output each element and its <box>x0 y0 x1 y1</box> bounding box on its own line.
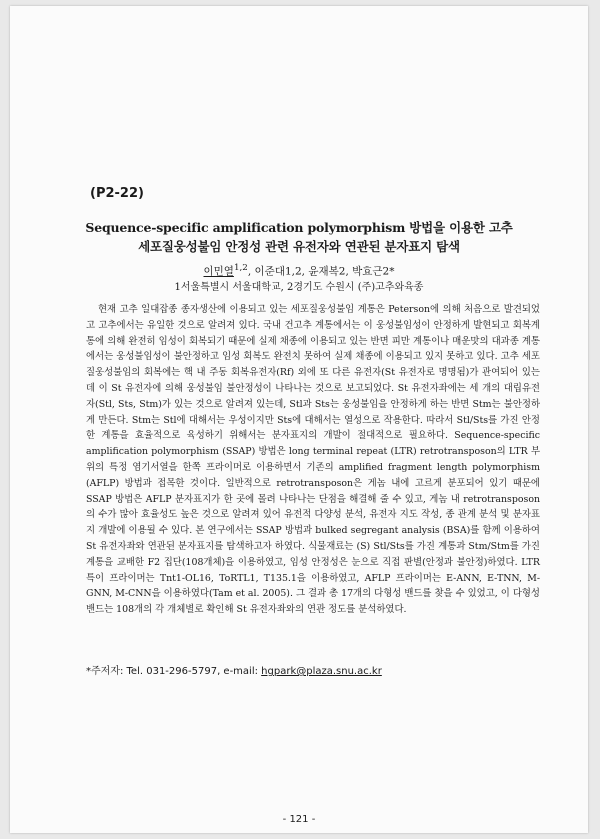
contact-label: *주저자: Tel. 031-296-5797, e-mail: <box>86 666 262 677</box>
first-author-affil: 1,2 <box>233 263 248 273</box>
contact-line <box>86 662 382 677</box>
abstract-paragraph: 현재 고추 일대잡종 종자생산에 이용되고 있는 세포질웅성불임 계통은 Peterson에 의해 처음으로 발견되었고 고추에서는 유일한 것으로 알려져 있다. 국내 건고추 계통에서는 이 웅성불임성이 안정하게 발현되고 회복계통에 의해 완전히 임성이 회복되기 때문에 실제 채종에 이용되고 있는 반면 피만 계통이나 매운맛의 대과종 계통에서는 웅성불임성이 불안정하고 임성 회복도 완전치 못하여 실제 채종에 이용되고 있지 못하고 있다. 고추 세포질웅성불임의 회복에는 핵 내 주동 회복유전자(Rf) 외에 또 다른 유전자(St 유전자로 명명됨)가 관여되어 있는데 이 St 유전자에 의해 웅성불임 불안정성이 나타나는 것으로 보고되었다. St 유전자좌에는 세 개의 대립유전자(Stl, Sts, Stm)가 있는 것으로 알려져 있는데, Stl과 Sts는 웅성불임을 안정하게 하는 반면 Stm는 불안정하게 만든다. Stm는 Stl에 대해서는 우성이지만 Sts에 대해서는 열성으로 작용한다. 따라서 Stl/Sts를 가진 안정한 계통을 효율적으로 육성하기 위해서는 분자표지의 개발이 절대적으로 필요하다. Sequence-specific amplification polymorphism (SSAP) 방법은 long terminal repeat (LTR) retrotransposon의 LTR 부위의 특정 염기서열을 한쪽 프라이머로 이용하면서 기존의 amplified fragment length polymorphism (AFLP) 방법과 접목한 것이다. 일반적으로 retrotransposon은 게놈 내에 고르게 분포되어 있기 때문에 SSAP 방법은 AFLP 분자표지가 한 곳에 몰려 나타나는 단점을 해결해 줄 수 있고, 게놈 내 retrotransposon의 수가 많아 효율성도 높은 것으로 알려져 있어 유전적 다양성 분석, 유전자 지도 작성, 종 관계 분석 및 분자표지 개발에 이용될 수 있다. 본 연구에서는 SSAP 방법과 bulked segregant analysis (BSA)를 함께 이용하여 St 유전자좌와 연관된 분자표지를 탐색하고자 하였다. 식물재료는 (S) Stl/Sts를 가진 계통과 Stm/Stm를 가진 계통을 교배한 F2 집단(108개체)을 이용하였고, 임성 안정성은 눈으로 직접 판별(안정과 불안정)하였다. LTR 특이 프라이머는 Tnt1-OL16, ToRTL1, T135.1을 이용하였고, AFLP 프라이머는 E-ANN, E-TNN, M-GNN, M-CNN을 이용하였다(Tam et al. 2005). 그 결과 총 17개의 다형성 밴드를 찾을 수 있었고, 이 다형성 밴드는 108개의 각 개체별로 확인해 St 유전자좌와의 연관 정도를 분석하였다. <box>86 304 540 616</box>
first-author: 이민열 <box>203 265 234 278</box>
title-line-2: 세포질웅성불임 안정성 관련 유전자와 연관된 분자표지 탐색 <box>138 239 460 254</box>
contact-email[interactable]: hgpark@plaza.snu.ac.kr <box>261 666 382 677</box>
affiliation: 1서울특별시 서울대학교, 2경기도 수원시 (주)고추와육종 <box>174 282 424 293</box>
page-number: - 121 - <box>282 814 316 825</box>
authors <box>60 263 538 279</box>
paper-page <box>10 6 588 833</box>
other-authors: , 이준대1,2, 윤재복2, 박효근2* <box>247 265 395 278</box>
abstract-code: (P2-22) <box>90 186 144 201</box>
title-line-1: Sequence-specific amplification polymorphism 방법을 이용한 고추 <box>85 220 513 235</box>
abstract-body <box>86 302 540 618</box>
